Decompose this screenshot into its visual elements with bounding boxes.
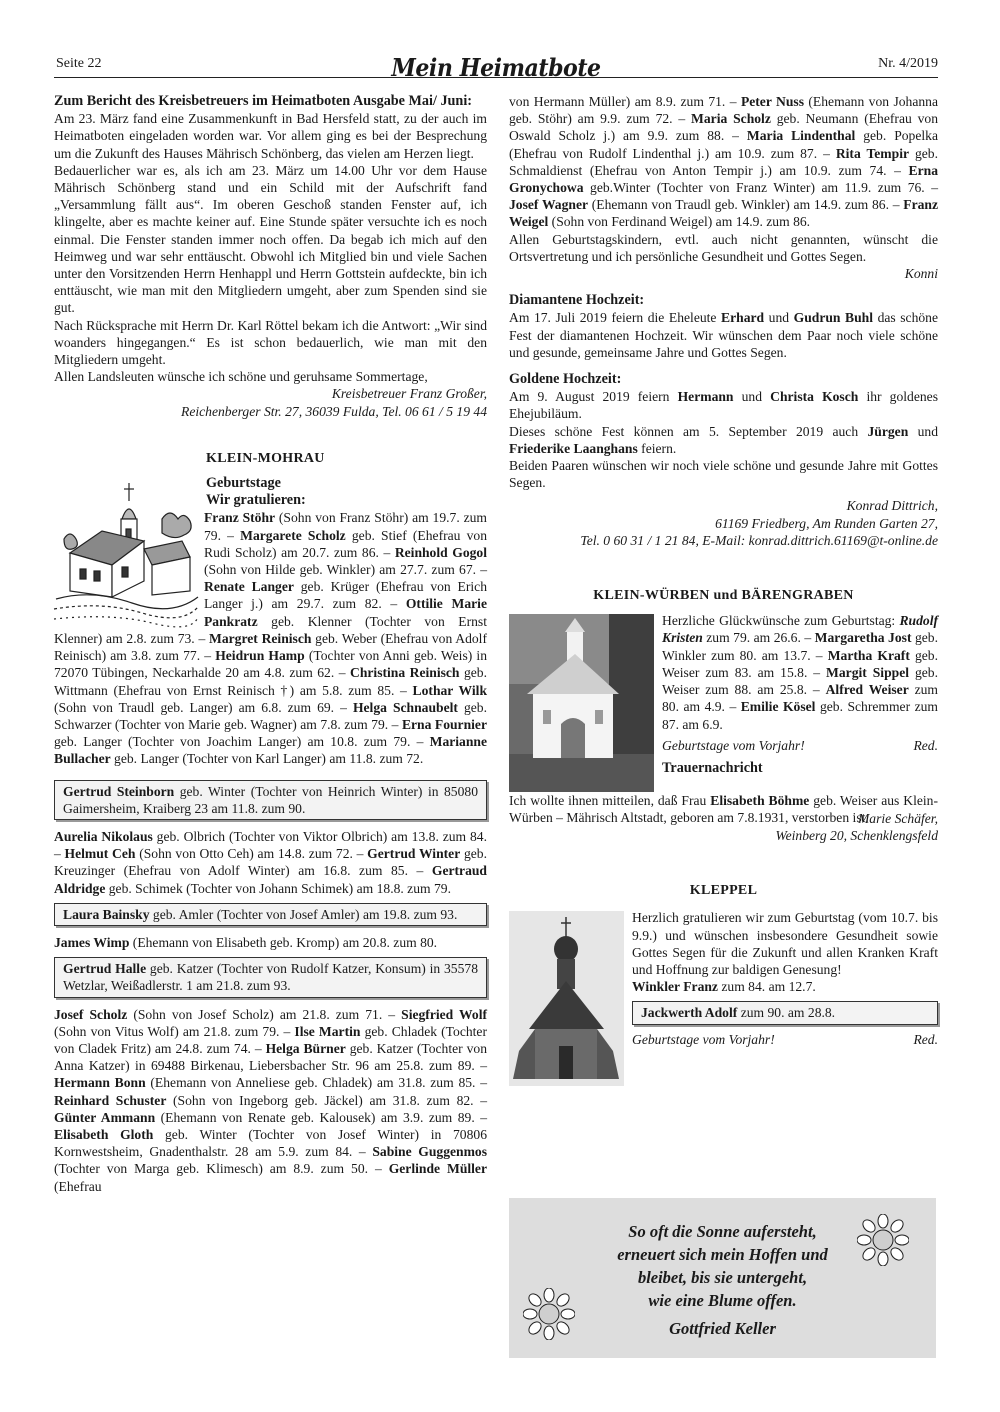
person-name: Gerlinde Müller bbox=[388, 1161, 488, 1177]
person-name: Gertrud Steinborn bbox=[63, 783, 175, 799]
red-note: Red. bbox=[913, 737, 938, 753]
person-name: Aurelia Nikolaus bbox=[54, 828, 153, 844]
goldene-text-3: Beiden Paaren wünschen wir noch viele schöne und gesunde Jahre mit Gottes Segen. bbox=[509, 458, 938, 491]
birthdays-paragraph: James Wimp (Ehemann von Elisabeth geb. Kromp) am 20.8. zum 80. bbox=[54, 934, 438, 950]
bericht-address: Reichenberger Str. 27, 36039 Fulda, Tel. 06 61 / 5 19 44 bbox=[181, 403, 487, 419]
bericht-paragraph: Allen Landsleuten wünsche ich schöne und geruhsame Sommertage, bbox=[54, 369, 428, 385]
person-name: Helmut Ceh bbox=[64, 846, 136, 862]
contact-dittrich: Tel. 0 60 31 / 1 21 84, E-Mail: konrad.dittrich.61169@t-online.de bbox=[580, 532, 938, 548]
quote-line: erneuert sich mein Hoffen und bbox=[617, 1245, 828, 1264]
person-name: Helga Bürner bbox=[265, 1040, 346, 1056]
person-name: Christina Reinisch bbox=[350, 665, 460, 681]
church-illustration bbox=[52, 479, 200, 629]
person-name: Erhard bbox=[721, 310, 765, 326]
person-name: Franz Stöhr bbox=[204, 510, 276, 526]
person-name: Jürgen bbox=[867, 423, 909, 439]
kleppel-text: Herzlich gratulieren wir zum Geburtstag (vom 10.7. bis 9.9.) und wünschen insbesondere Gesundheit sowie Gottes Segen für die Zukunft und allen Kranken Kraft und Hoffnung zur baldigen Genesung! bbox=[632, 910, 938, 977]
quote-line: bleibet, bis sie untergeht, bbox=[637, 1268, 808, 1287]
kw-birthdays: Herzliche Glückwünsche zum Geburtstag: Rudolf Kristen zum 79. am 26.6. – Margaretha Jost geb. Winkler zum 80. am 13.7. – Martha Kraft geb. Weiser zum 83. am 15.8. – Margit Sippel geb. Weiser zum 88. am 25.8. – Alfred Weiser zum 80. am 4.9. – Emilie Kösel geb. Schremmer zum 87. am 6.9. bbox=[662, 613, 939, 732]
km-subtitle-geburtstage: Geburtstage bbox=[206, 475, 281, 492]
quote-author: Gottfried Keller bbox=[669, 1319, 776, 1338]
trauer-address: Weinberg 20, Schenklengsfeld bbox=[775, 827, 938, 843]
person-name: Heidrun Hamp bbox=[215, 648, 305, 664]
klein-mohrau-header bbox=[54, 450, 487, 467]
goldene-title: Goldene Hochzeit: bbox=[509, 371, 622, 388]
birthdays-paragraph: Aurelia Nikolaus geb. Olbrich (Tochter von Viktor Olbrich) am 13.8. zum 84. – Helmut Ceh (Sohn von Otto Ceh) am 14.8. zum 72. – Gertrud Winter geb. Kreuzinger (Ehefrau von Adolf Winter) am 16.8. zum 85. – Gertraud Aldridge geb. Schimek (Tochter von Johann Schimek) am 18.8. zum 79. bbox=[54, 828, 487, 896]
person-name: Erna Gronychowa bbox=[509, 162, 938, 196]
person-name: Martha Kraft bbox=[827, 647, 910, 663]
person-name: Franz Weigel bbox=[509, 197, 938, 230]
diamantene-title: Diamantene Hochzeit: bbox=[509, 292, 645, 309]
person-name: Marianne Bullacher bbox=[54, 734, 487, 767]
person-name: Winkler Franz bbox=[632, 979, 718, 995]
person-name: Gudrun Buhl bbox=[793, 310, 874, 326]
person-name: Margit Sippel bbox=[826, 664, 910, 680]
quote-line: So oft die Sonne aufersteht, bbox=[628, 1222, 817, 1241]
birthdays-continued: von Hermann Müller) am 8.9. zum 71. – Peter Nuss (Ehemann von Johanna geb. Stöhr) am 9.9. zum 72. – Maria Scholz geb. Neumann (Ehefrau von Oswald Scholz j.) am 9.9. zum 88. – Maria Lindenthal geb. Popelka (Ehefrau von Rudolf Lindenthal j.) am 10.9. zum 87. – Rita Tempir geb. Schmaldienst (Ehefrau von Anton Tempir j.) am 10.9. zum 74. – Erna Gronychowa geb.Winter (Tochter von Franz Winter) am 11.9. zum 76. – Josef Wagner (Ehemann von Traudl geb. Winkler) am 14.9. zum 86. – Franz Weigel (Sohn von Ferdinand Weigel) am 14.9. zum 86. bbox=[509, 94, 939, 230]
person-name: Günter Ammann bbox=[54, 1109, 156, 1125]
person-name: Friederike Laanghans bbox=[509, 440, 638, 456]
vorjahr-note: Geburtstage vom Vorjahr! bbox=[662, 737, 805, 753]
highlight-box-steinborn: Gertrud Steinborn geb. Winter (Tochter von Heinrich Winter) in 85080 Gaimersheim, Kraiberg 23 am 11.8. zum 90. bbox=[54, 780, 487, 820]
right-column bbox=[509, 93, 938, 1086]
greeting-paragraph: Allen Geburtstagskindern, evtl. auch nicht genannten, wünscht die Ortsvertretung und ich persönliche Gesundheit und Gottes Segen. bbox=[509, 231, 938, 264]
chapel-photo-kleppel bbox=[509, 911, 624, 1086]
quote-line: wie eine Blume offen. bbox=[648, 1291, 797, 1310]
bericht-paragraph: Bedauerlicher war es, als ich am 23. März um 14.00 Uhr vor dem Hause Mährisch Schönberg stand und ein Schild mit der Aufschrift fand „Versammlung fällt aus“. Im oberen Geschoß standen Fenster auf, ich klingelte, aber es machte keiner auf. Eine Stunde später versuchte ich es noch einmal. Die Fenster standen immer noch offen. Da begab ich mich auf den Heimweg und war sehr enttäuscht. Obwohl ich Mitglied bin und viele Sachen unter den Vorsitzenden Herrn Henhappl und Herrn Gottstein aufdeckte, bin ich enttäuscht, wie man mit den Mitgliedern umgeht, aber zum Spenden sind sie gut. bbox=[54, 162, 487, 316]
person-name: Jackwerth Adolf bbox=[641, 1005, 738, 1021]
person-name: Gertraud Aldridge bbox=[54, 863, 487, 896]
signature-dittrich: Konrad Dittrich, bbox=[846, 498, 938, 514]
trauer-title: Trauernachricht bbox=[662, 759, 763, 776]
person-name: Sabine Guggenmos bbox=[372, 1144, 487, 1160]
person-name: Alfred Weiser bbox=[825, 682, 909, 698]
person-name: Reinhold Gogol bbox=[394, 544, 487, 560]
chapel-photo-klein-wuerben bbox=[509, 614, 654, 792]
goldene-text-2: Dieses schöne Fest können am 5. September 2019 auch Jürgen und Friederike Laanghans feiern. bbox=[509, 423, 938, 456]
page-number: Seite 22 bbox=[56, 55, 102, 71]
person-name: Ilse Martin bbox=[294, 1023, 361, 1039]
quote-box bbox=[509, 1198, 936, 1358]
person-name: Lothar Wilk bbox=[412, 682, 487, 698]
address-dittrich: 61169 Friedberg, Am Runden Garten 27, bbox=[715, 515, 938, 531]
person-name: Rita Tempir bbox=[835, 145, 910, 161]
goldene-text: Am 9. August 2019 feiern Hermann und Christa Kosch ihr goldenes Ehejubiläum. bbox=[509, 389, 938, 422]
person-name: Christa Kosch bbox=[770, 389, 859, 405]
person-name: Gertrud Halle bbox=[63, 961, 147, 977]
bericht-paragraph: Am 23. März fand eine Zusammenkunft in Bad Hersfeld statt, zu der auch im Heimatboten eingeladen worden war. Vor allem ging es bei der Besprechung um die Zukunft des Hauses Mährisch Schönberg, das vielen am Herzen liegt. bbox=[54, 111, 487, 161]
signature-konni: Konni bbox=[904, 266, 938, 282]
kw-vorjahr-row bbox=[662, 737, 938, 754]
left-column bbox=[54, 93, 487, 1195]
person-name: Maria Scholz bbox=[691, 111, 771, 127]
person-name: Margarete Scholz bbox=[240, 527, 346, 543]
bericht-title: Zum Bericht des Kreisbetreuers im Heimatboten Ausgabe Mai/ Juni: bbox=[54, 93, 472, 109]
kleppel-vorjahr-row bbox=[632, 1031, 938, 1048]
trauer-signature: Marie Schäfer, bbox=[857, 810, 938, 826]
page-header bbox=[54, 50, 938, 82]
person-name: Margaretha Jost bbox=[814, 630, 912, 646]
highlight-box-bainsky: Laura Bainsky geb. Amler (Tochter von Josef Amler) am 19.8. zum 93. bbox=[54, 903, 487, 926]
quote-text bbox=[509, 1220, 936, 1340]
person-name: Elisabeth Böhme bbox=[710, 793, 810, 809]
km-subtitle-gratulieren: Wir gratulieren: bbox=[206, 492, 306, 509]
person-name: Margret Reinisch bbox=[209, 630, 312, 646]
issue-number: Nr. 4/2019 bbox=[878, 55, 938, 71]
person-name: Ottilie Marie Pankratz bbox=[204, 596, 487, 629]
person-name: Helga Schnaubelt bbox=[352, 699, 458, 715]
bericht-paragraph: Nach Rücksprache mit Herrn Dr. Karl Röttel bekam ich die Antwort: „Wir sind woanders hingegangen.“ Es ist schon bedauerlich, wie man mit den Mitgliedern umgeht. bbox=[54, 317, 487, 368]
person-name: James Wimp bbox=[54, 934, 130, 950]
red-note: Red. bbox=[913, 1031, 938, 1047]
section-title-kleppel: KLEPPEL bbox=[689, 883, 758, 899]
person-name: Emilie Kösel bbox=[740, 699, 816, 715]
person-name: Renate Langer bbox=[204, 579, 294, 595]
person-name: Hermann Bonn bbox=[54, 1075, 146, 1091]
section-title-klein-wuerben: KLEIN-WÜRBEN und BÄRENGRABEN bbox=[593, 588, 854, 604]
highlight-box-halle: Gertrud Halle geb. Katzer (Tochter von Rudolf Katzer, Konsum) in 35578 Wetzlar, Weißadlerstr. 1 am 21.8. zum 93. bbox=[54, 957, 487, 997]
person-name: Peter Nuss bbox=[740, 94, 804, 109]
person-name: Josef Scholz bbox=[54, 1006, 128, 1022]
kleppel-birthday: Winkler Franz zum 84. am 12.7. bbox=[632, 979, 816, 995]
birthdays-paragraph: Josef Scholz (Sohn von Josef Scholz) am 21.8. zum 71. – Siegfried Wolf (Sohn von Vitus Wolf) am 21.8. zum 79. – Ilse Martin geb. Chladek (Tochter von Cladek Fritz) am 24.8. zum 74. – Helga Bürner geb. Katzer (Tochter von Anna Katzer) in 69488 Birkenau, Liebersbacher Str. 96 am 25.8. zum 89. – Hermann Bonn (Ehemann von Anneliese geb. Chladek) am 31.8. zum 85. – Reinhard Schuster (Sohn von Ingeborg geb. Jäckel) am 31.8. zum 82. – Günter Ammann (Ehemann von Renate geb. Kalousek) am 3.9. zum 89. – Elisabeth Gloth geb. Winter (Tochter von Josef Winter) in 70806 Kornwestsheim, Gnadenthalstr. 28 am 5.9. zum 84. – Sabine Guggenmos (Tochter von Marga geb. Klimesch) am 8.9. zum 50. – Gerlinde Müller (Ehefrau bbox=[54, 1006, 488, 1194]
bericht-signature: Kreisbetreuer Franz Großer, bbox=[331, 386, 487, 402]
person-name: Elisabeth Gloth bbox=[54, 1126, 154, 1142]
highlight-box-jackwerth: Jackwerth Adolf zum 90. am 28.8. bbox=[632, 1001, 938, 1024]
km-birthdays-paragraph: Franz Stöhr (Sohn von Franz Stöhr) am 19.7. zum 79. – Margarete Scholz geb. Stief (Ehefrau von Rudi Scholz) am 20.7. zum 86. – Reinhold Gogol (Sohn von Hilde geb. Winkler) am 27.7. zum 67. – Renate Langer geb. Krüger (Ehefrau von Erich Langer j.) am 29.7. zum 82. – Ottilie Marie Pankratz geb. Klenner (Tochter von Ernst Klenner) am 2.8. zum 73. – Margret Reinisch geb. Weber (Ehefrau von Adolf Reinisch) am 3.8. zum 77. – Heidrun Hamp (Tochter von Anni geb. Weis) in 72070 Tübingen, Neckarhalde 20 am 4.8. zum 62. – Christina Reinisch geb. Wittmann (Ehefrau von Ernst Reinisch †) am 5.8. zum 85. – Lothar Wilk (Sohn von Traudl geb. Langer) am 6.8. zum 69. – Helga Schnaubelt geb. Schwarzer (Tochter von Marie geb. Wagner) am 7.8. zum 79. – Erna Fournier geb. Langer (Tochter von Joachim Langer) am 10.8. zum 79. – Marianne Bullacher geb. Langer (Tochter von Karl Langer) am 11.8. zum 72. bbox=[54, 510, 488, 767]
trauer-text: Ich wollte ihnen mitteilen, daß Frau Elisabeth Böhme geb. Weiser aus Klein-Würben – Mährisch Altstadt, geboren am 7.8.1931, verstorben ist. bbox=[509, 793, 938, 826]
person-name: Erna Fournier bbox=[401, 716, 487, 732]
person-name: Reinhard Schuster bbox=[54, 1092, 167, 1108]
person-name: Siegfried Wolf bbox=[401, 1006, 487, 1022]
person-name: Josef Wagner bbox=[509, 197, 589, 213]
section-title-klein-mohrau: KLEIN-MOHRAU bbox=[206, 450, 325, 466]
person-name: Laura Bainsky bbox=[63, 906, 150, 922]
person-name: Hermann bbox=[677, 389, 734, 405]
vorjahr-note: Geburtstage vom Vorjahr! bbox=[632, 1031, 775, 1047]
person-name: Rudolf Kristen bbox=[662, 613, 938, 646]
masthead-title: Mein Heimatbote bbox=[391, 52, 601, 82]
person-name: Gertrud Winter bbox=[367, 846, 461, 862]
person-name: Maria Lindenthal bbox=[746, 128, 856, 144]
diamantene-text: Am 17. Juli 2019 feiern die Eheleute Erhard und Gudrun Buhl das schöne Fest der diamantenen Hochzeit. Wir wünschen dem Paar noch viele schöne und gesunde, gemeinsame Jahre und Gottes Segen. bbox=[509, 310, 939, 360]
